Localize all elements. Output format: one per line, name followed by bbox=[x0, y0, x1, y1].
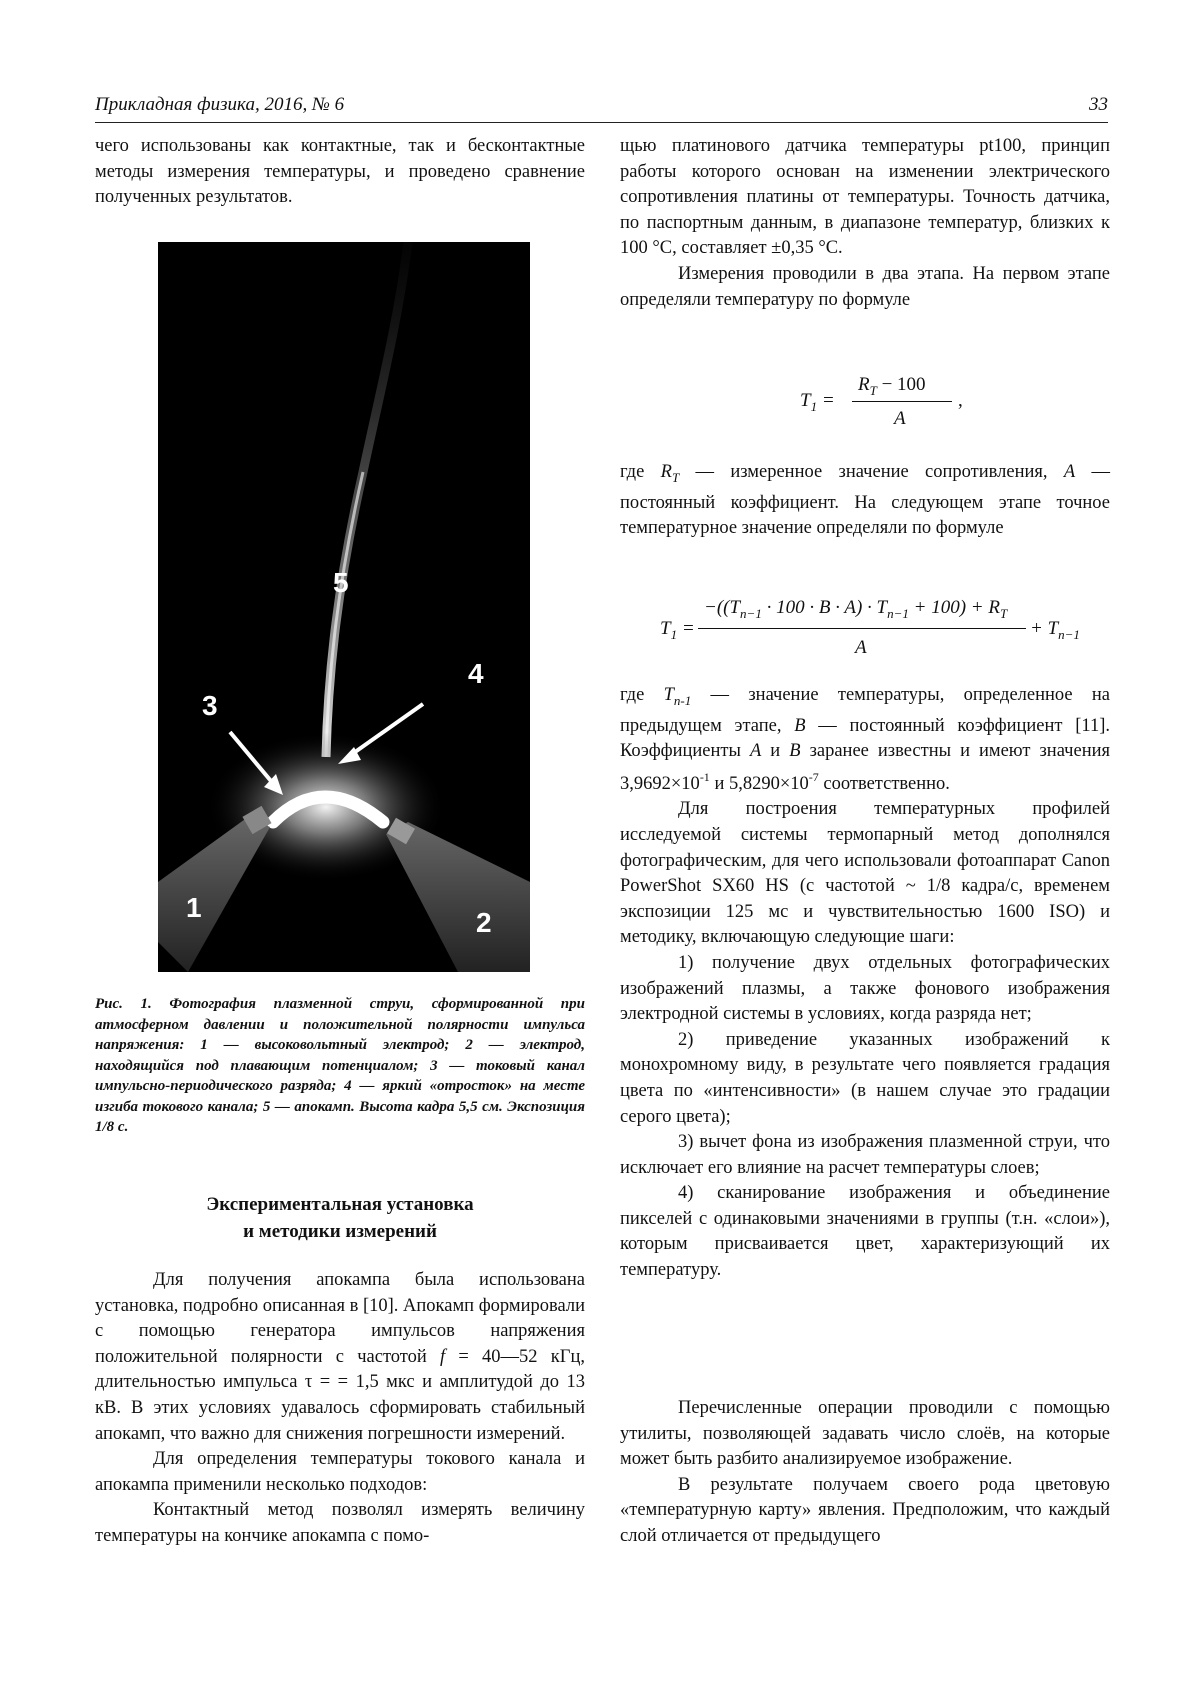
label-3: 3 bbox=[202, 690, 218, 721]
step-2: 2) приведение указанных изображений к монохромному виду, в результате чего появляется градация цвета по «интенсивности» (в нашем случае это градации серого цвета); bbox=[620, 1029, 1110, 1127]
label-1: 1 bbox=[186, 892, 202, 923]
paragraph-result: В результате получаем своего рода цветовую «температурную карту» явления. Предположим, что каждый слой отличается от предыдущего bbox=[620, 1474, 1110, 1546]
page-header bbox=[95, 88, 1108, 123]
right-where-1 bbox=[620, 460, 1110, 542]
paragraph-where-rt: где $R_T$ — измеренное значение сопротивления, A — постоянный коэффициент. На следующем этапе точное температурное значение определяли по формуле bbox=[620, 462, 1111, 539]
intro-paragraph: чего использованы как контактные, так и бесконтактные методы измерения температуры, и проведено сравнение полученных результатов. bbox=[95, 136, 585, 208]
figure-caption: Рис. 1. Фотография плазменной струи, сформированной при атмосферном давлении и положительной полярности импульса напряжения: 1 — высоковольтный электрод; 2 — электрод, находящийся под плавающим потенциалом; 3 — токовый канал импульсно-периодического разряда; 4 — яркий «отросток» на месте изгиба токового канала; 5 — апокамп. Высота кадра 5,5 см. Экспозиция 1/8 с. bbox=[95, 996, 585, 1135]
right-bottom bbox=[620, 1396, 1110, 1550]
section-heading bbox=[95, 1191, 585, 1245]
paragraph-approaches: Для определения температуры токового канала и апокампа применили несколько подходов: bbox=[95, 1449, 585, 1495]
left-body bbox=[95, 1268, 585, 1550]
step-3: 3) вычет фона из изображения плазменной струи, что исключает его влияние на расчет температуры слоев; bbox=[620, 1132, 1110, 1178]
journal-title: Прикладная физика, 2016, № 6 bbox=[95, 94, 345, 115]
paragraph-setup: Для получения апокампа была использована установка, подробно описанная в [10]. Апокамп формировали с помощью генератора импульсов напряжения положительной полярности с частотой f = 40—52 кГц, длительностью импульса τ = = 1,5 мкс и амплитудой до 13 кВ. В этих условиях удавалось сформировать стабильный апокамп, что важно для снижения погрешности измерений. bbox=[95, 1270, 586, 1444]
right-top bbox=[620, 134, 1110, 313]
plasma-photo bbox=[158, 242, 530, 972]
right-main bbox=[620, 683, 1110, 1284]
step-1: 1) получение двух отдельных фотографических изображений плазмы, а также фонового изображения электродной системы в условиях, когда разряда нет; bbox=[620, 952, 1110, 1025]
paragraph-utility: Перечисленные операции проводили с помощью утилиты, позволяющей задавать число слоёв, на которые может быть разбито анализируемое изображение. bbox=[620, 1398, 1110, 1470]
label-4: 4 bbox=[468, 658, 484, 689]
paragraph-stages: Измерения проводили в два этапа. На первом этапе определяли температуру по формуле bbox=[620, 263, 1110, 310]
paragraph-sensor: щью платинового датчика температуры pt100, принцип работы которого основан на изменении электрического сопротивления платины от температуры. Точность датчика, по паспортным данным, в диапазоне температур, близких к 100 °С, составляет ±0,35 °С. bbox=[620, 136, 1110, 259]
paragraph-photo-method: Для построения температурных профилей исследуемой системы термопарный метод дополнялся фотографическим, для чего использовали фотоаппарат Canon PowerShot SX60 HS (с частотой ~ 1/8 кадра/с, временем экспозиции 125 мс и чувствительностью 1600 ISO) и методику, включающую следующие шаги: bbox=[620, 799, 1110, 948]
heading-line-1: Экспериментальная установка bbox=[206, 1194, 474, 1215]
paragraph-where-tn: где $T_{n-1}$ — значение температуры, определенное на предыдущем этапе, B — постоянный коэффициент [11]. Коэффициенты A и B заранее известны и имеют значения $3,9692\times 10^{-1}$ и $5,8290\times 10^{-7}$ соответственно. bbox=[620, 685, 1111, 794]
apokamp-jet bbox=[326, 242, 408, 757]
electrode-1 bbox=[158, 817, 270, 972]
label-2: 2 bbox=[476, 907, 492, 938]
heading-line-2: и методики измерений bbox=[243, 1221, 437, 1242]
plasma-photo-drawing bbox=[158, 242, 530, 972]
left-intro bbox=[95, 134, 585, 211]
page-number: 33 bbox=[1089, 94, 1108, 115]
electrode-2 bbox=[386, 822, 530, 972]
step-4: 4) сканирование изображения и объединение пикселей с одинаковыми значениями в группы (т.н. «слои»), которым присваивается цвет, характеризующий их температуру. bbox=[620, 1183, 1110, 1281]
label-5: 5 bbox=[333, 567, 349, 598]
paragraph-contact: Контактный метод позволял измерять величину температуры на кончике апокампа с помо- bbox=[95, 1500, 585, 1546]
